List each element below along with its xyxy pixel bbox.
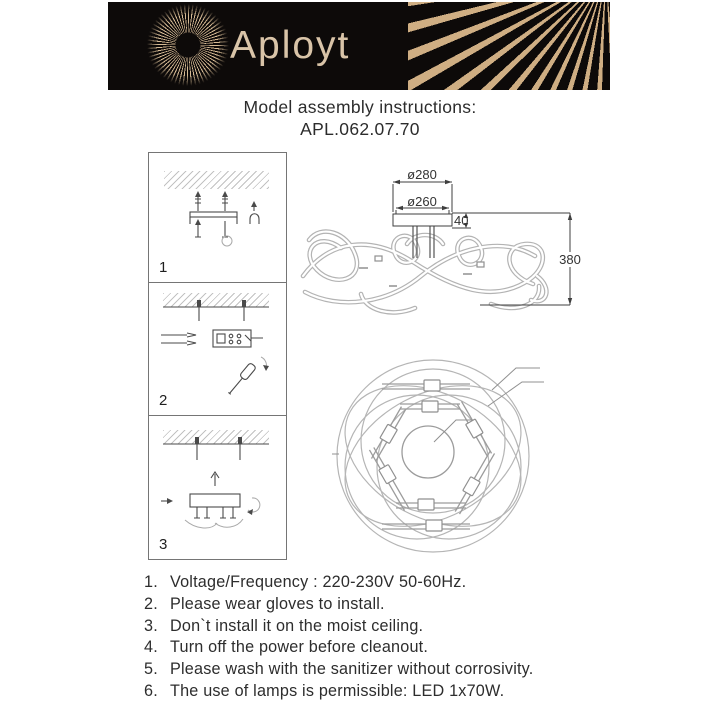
chandelier-top-view <box>320 348 550 570</box>
step-number: 1 <box>159 259 168 276</box>
chandelier-side-view <box>295 158 615 335</box>
list-item-number: 3. <box>144 616 158 635</box>
wiring-connection-icon <box>149 283 286 415</box>
mounting-bracket-icon <box>149 153 286 280</box>
list-item-number: 4. <box>144 638 158 657</box>
step-number: 3 <box>159 536 168 553</box>
top-view-drawing <box>320 348 550 570</box>
list-item-text: Please wash with the sanitizer without corrosivity. <box>170 660 534 679</box>
list-item-number: 5. <box>144 660 158 679</box>
step-number: 2 <box>159 392 168 409</box>
list-item-text: Voltage/Frequency : 220-230V 50-60Hz. <box>170 573 467 591</box>
list-item-text: Turn off the power before cleanout. <box>170 638 429 657</box>
list-item <box>144 616 664 638</box>
list-item-text: The use of lamps is permissible: LED 1x70W. <box>170 681 505 700</box>
list-item-number: 1. <box>144 573 158 591</box>
instruction-list <box>144 572 664 703</box>
list-item-text: Please wear gloves to install. <box>170 594 385 613</box>
list-item-number: 6. <box>144 681 158 700</box>
model-number: APL.062.07.70 <box>300 119 420 139</box>
step-3-panel <box>149 415 286 559</box>
brand-banner <box>108 2 610 90</box>
list-item <box>144 594 664 616</box>
brand-name: Aployt <box>230 24 351 67</box>
starburst-logo-icon <box>146 3 230 87</box>
list-item <box>144 637 664 659</box>
list-item <box>144 681 664 703</box>
list-item <box>144 659 664 681</box>
page-title: Model assembly instructions: <box>243 97 477 117</box>
dim-total-height: 380 <box>559 252 581 267</box>
list-item-number: 2. <box>144 594 158 613</box>
step-1-panel <box>149 153 286 282</box>
screwdriver-icon <box>227 362 257 395</box>
sunray-decoration-icon <box>408 2 610 90</box>
list-item <box>144 572 664 594</box>
dim-outer-diameter: ø280 <box>407 167 437 182</box>
canopy-install-icon <box>149 416 286 560</box>
dim-inner-diameter: ø260 <box>407 194 437 209</box>
side-view-drawing <box>295 158 615 335</box>
step-2-panel <box>149 282 286 415</box>
list-item-text: Don`t install it on the moist ceiling. <box>170 616 424 635</box>
assembly-steps-column <box>148 152 287 560</box>
dim-canopy-height: 40 <box>454 213 469 228</box>
